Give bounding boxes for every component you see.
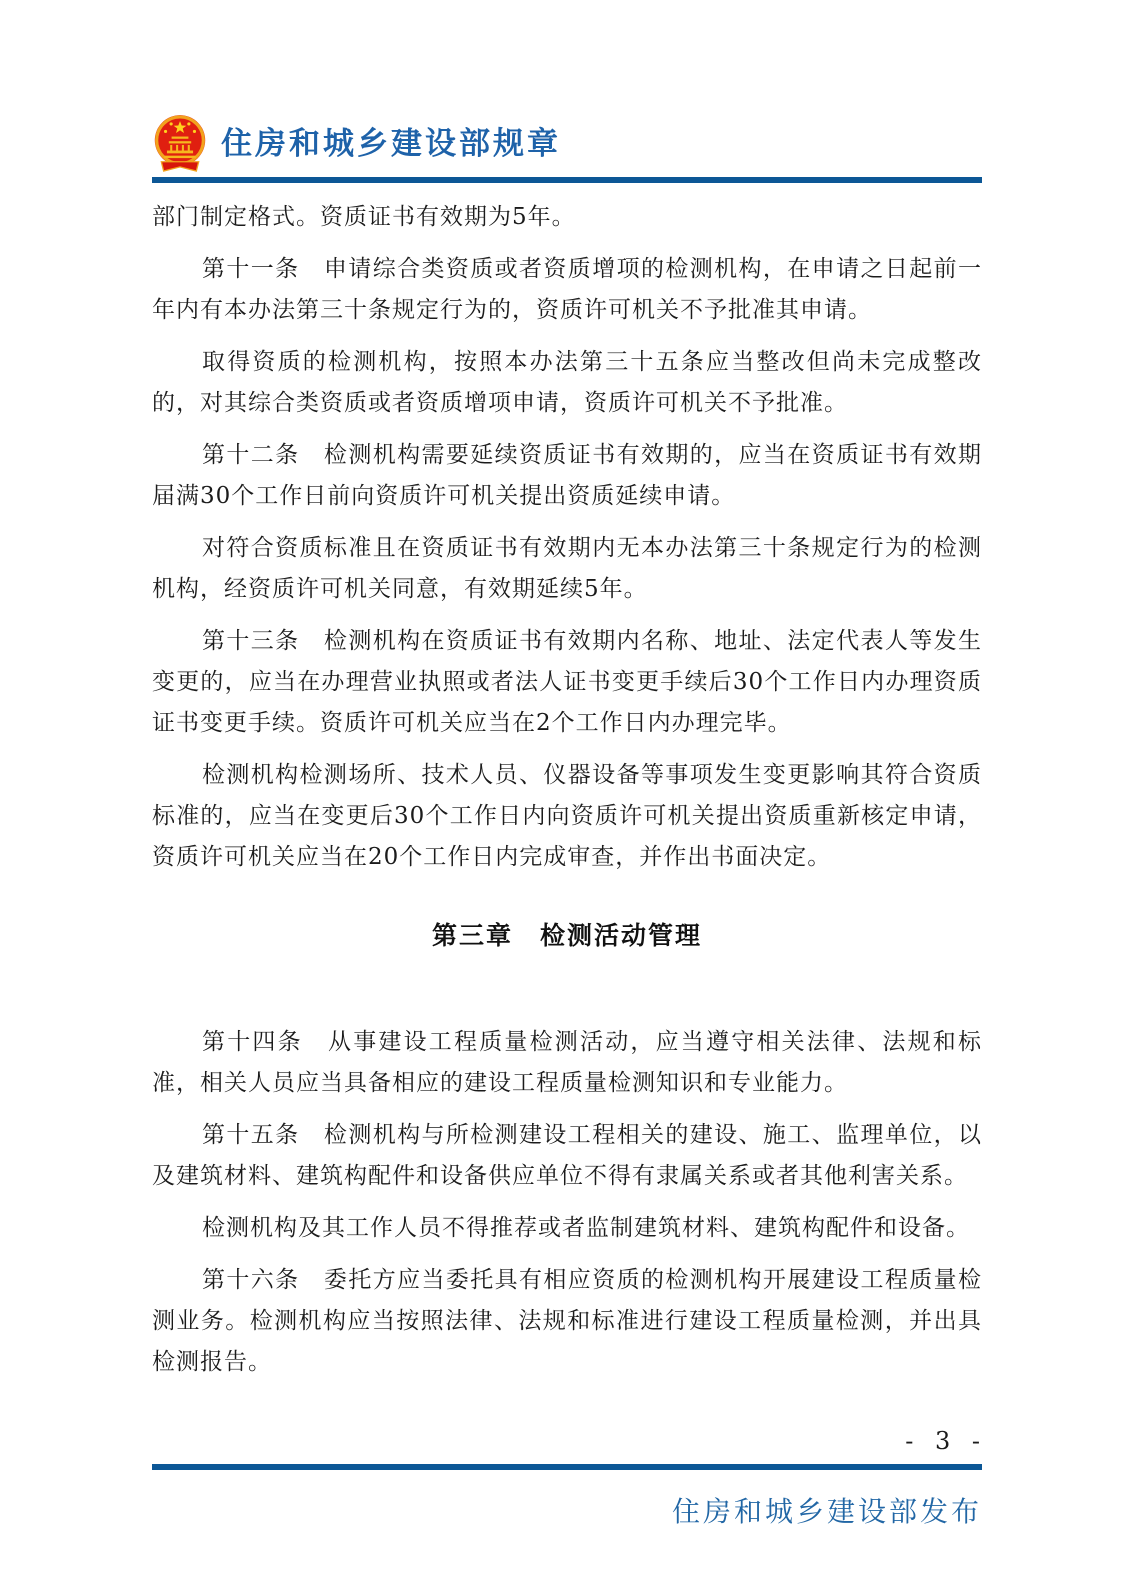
body-paragraph: 第十六条 委托方应当委托具有相应资质的检测机构开展建设工程质量检测业务。检测机构应当按照法律、法规和标准进行建设工程质量检测，并出具检测报告。	[152, 1267, 982, 1375]
document-header	[152, 112, 982, 176]
publisher-line: 住房和城乡建设部发布	[671, 1495, 982, 1528]
national-emblem-icon	[152, 112, 208, 176]
body-paragraph: 检测机构检测场所、技术人员、仪器设备等事项发生变更影响其符合资质标准的，应当在变更后30个工作日内向资质许可机关提出资质重新核定申请，资质许可机关应当在20个工作日内完成审查，并作出书面决定。	[152, 762, 982, 870]
section-list	[152, 197, 982, 1383]
body-paragraph: 第十三条 检测机构在资质证书有效期内名称、地址、法定代表人等发生变更的，应当在办理营业执照或者法人证书变更手续后30个工作日内办理资质证书变更手续。资质许可机关应当在2个工作日内办理完毕。	[152, 628, 982, 736]
body-paragraph: 第十二条 检测机构需要延续资质证书有效期的，应当在资质证书有效期届满30个工作日前向资质许可机关提出资质延续申请。	[152, 442, 982, 509]
body-paragraph: 取得资质的检测机构，按照本办法第三十五条应当整改但尚未完成整改的，对其综合类资质或者资质增项申请，资质许可机关不予批准。	[152, 349, 982, 416]
body-paragraph: 第十五条 检测机构与所检测建设工程相关的建设、施工、监理单位，以及建筑材料、建筑构配件和设备供应单位不得有隶属关系或者其他利害关系。	[152, 1122, 982, 1189]
footer-divider	[152, 1464, 982, 1470]
chapter-heading: 第三章 检测活动管理	[431, 921, 702, 950]
header-divider	[152, 177, 982, 183]
body-paragraph: 第十四条 从事建设工程质量检测活动，应当遵守相关法律、法规和标准，相关人员应当具备相应的建设工程质量检测知识和专业能力。	[152, 1029, 982, 1096]
body-paragraph: 检测机构及其工作人员不得推荐或者监制建筑材料、建筑构配件和设备。	[202, 1215, 970, 1241]
body-paragraph: 第十一条 申请综合类资质或者资质增项的检测机构，在申请之日起前一年内有本办法第三十条规定行为的，资质许可机关不予批准其申请。	[152, 256, 982, 323]
document-series-title: 住房和城乡建设部规章	[221, 126, 561, 162]
page-number: - 3 -	[905, 1427, 982, 1455]
document-body	[152, 197, 982, 1394]
body-paragraph: 部门制定格式。资质证书有效期为5年。	[152, 204, 576, 230]
body-paragraph: 对符合资质标准且在资质证书有效期内无本办法第三十条规定行为的检测机构，经资质许可机关同意，有效期延续5年。	[152, 535, 982, 602]
